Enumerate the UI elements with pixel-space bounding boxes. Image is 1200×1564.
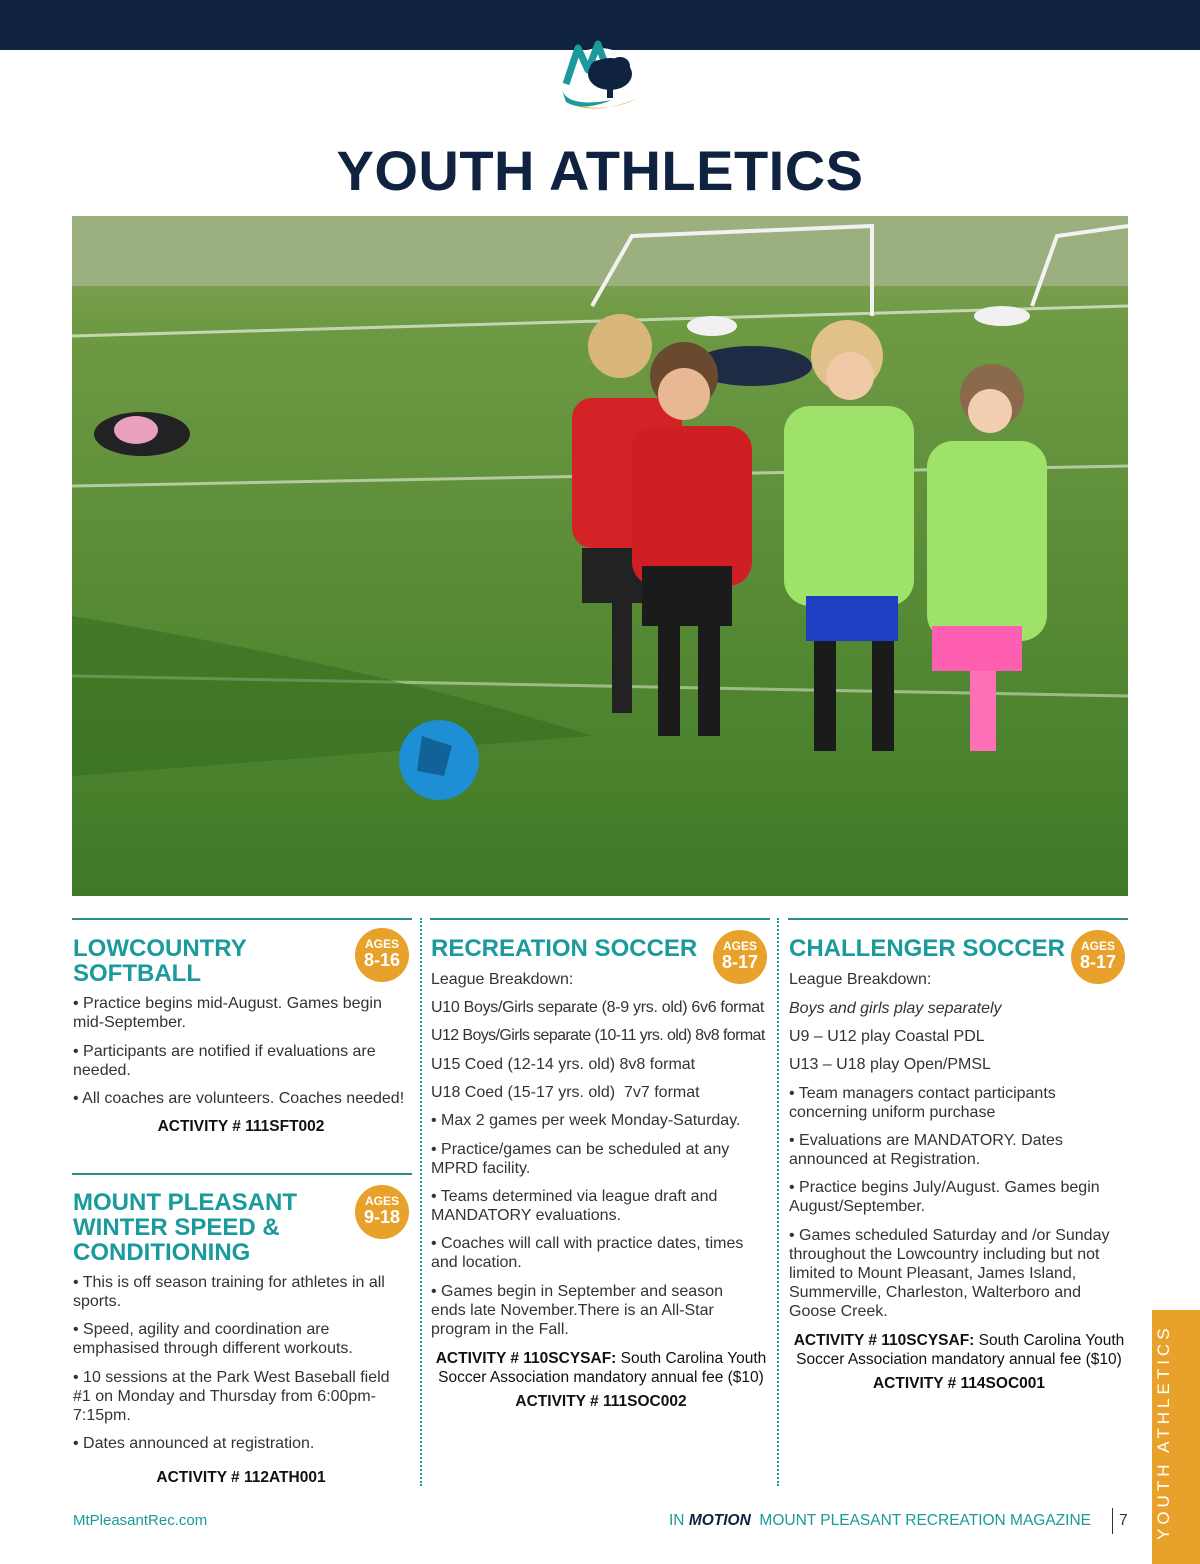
speed-ages-badge: [355, 1185, 409, 1239]
ages-label: AGES: [1080, 939, 1115, 953]
rec-soccer-league-label: League Breakdown:: [431, 971, 574, 988]
rec-soccer-bullet: • Coaches will call with practice dates, times and location.: [431, 1235, 744, 1271]
page-number: 7: [1119, 1512, 1128, 1529]
rec-soccer-format-line: U10 Boys/Girls separate (8-9 yrs. old) 6v6 format: [431, 999, 764, 1016]
rec-soccer-format-line: U18 Coed (15-17 yrs. old) 7v7 format: [431, 1084, 700, 1101]
footer-website-link[interactable]: MtPleasantRec.com: [73, 1512, 208, 1529]
column-divider: [420, 918, 422, 1486]
rec-soccer-rule: [430, 918, 770, 920]
challenger-fee: [789, 1331, 1129, 1369]
speed-bullet: • Speed, agility and coordination are emphasised through different workouts.: [73, 1321, 353, 1357]
ages-value: 8-17: [721, 952, 759, 972]
challenger-heading: CHALLENGER SOCCER: [789, 935, 1066, 962]
rec-soccer-ages-badge: [713, 930, 767, 984]
rec-soccer-format-line: U15 Coed (12-14 yrs. old) 8v8 format: [431, 1056, 696, 1073]
page-title: YOUTH ATHLETICS: [336, 139, 864, 202]
challenger-bullet: • Team managers contact participants concerning uniform purchase: [789, 1085, 1056, 1121]
youth-soccer-photo: [72, 216, 1128, 896]
fee-code: ACTIVITY # 110SCYSAF:: [793, 1332, 975, 1349]
section-side-tab: [1152, 1310, 1200, 1564]
rec-soccer-activity-code: ACTIVITY # 111SOC002: [515, 1393, 687, 1410]
side-tab-label: YOUTH ATHLETICS: [1154, 1324, 1173, 1540]
speed-heading: [73, 1190, 353, 1265]
speed-bullet: • Dates announced at registration.: [73, 1435, 315, 1452]
rec-soccer-bullet: • Practice/games can be scheduled at any MPRD facility.: [431, 1141, 730, 1177]
challenger-activity-code: ACTIVITY # 114SOC001: [872, 1375, 1046, 1392]
footer-mag-name: MOUNT PLEASANT RECREATION MAGAZINE: [750, 1512, 1092, 1529]
footer-motion: MOTION: [688, 1512, 751, 1529]
softball-heading: [73, 936, 343, 986]
softball-heading-line2: SOFTBALL: [73, 960, 201, 987]
softball-activity-code: ACTIVITY # 111SFT002: [157, 1118, 325, 1135]
speed-bullet: • 10 sessions at the Park West Baseball field #1 on Monday and Thursday from 6:00pm-7:15pm.: [73, 1369, 390, 1424]
speed-activity-code: ACTIVITY # 112ATH001: [156, 1469, 326, 1486]
fee-text: South Carolina Youth Soccer Association mandatory annual fee ($10): [796, 1332, 1125, 1368]
footer-in: IN: [669, 1512, 689, 1529]
fee-text: South Carolina Youth Soccer Association mandatory annual fee ($10): [438, 1350, 767, 1386]
challenger-format-line: U9 – U12 play Coastal PDL: [789, 1028, 985, 1045]
ages-label: AGES: [364, 937, 399, 951]
footer-magazine-title: [669, 1512, 1091, 1530]
ages-value: 8-16: [363, 950, 401, 970]
challenger-italic-line: Boys and girls play separately: [789, 1000, 1002, 1017]
challenger-ages-badge: [1071, 930, 1125, 984]
challenger-rule: [788, 918, 1128, 920]
speed-bullet: • This is off season training for athletes in all sports.: [73, 1274, 385, 1310]
softball-bullet: • Participants are notified if evaluations are needed.: [73, 1043, 376, 1079]
challenger-league-label: League Breakdown:: [789, 971, 932, 988]
speed-heading-line2: WINTER SPEED &: [73, 1214, 280, 1241]
speed-heading-line1: MOUNT PLEASANT: [73, 1189, 297, 1216]
footer-divider: [1112, 1508, 1113, 1534]
challenger-bullet: • Games scheduled Saturday and /or Sunday throughout the Lowcountry including but not limited to Mount Pleasant, James Island, Summerville, Charleston, Walterboro and Goose Creek.: [789, 1227, 1110, 1320]
rec-soccer-heading: RECREATION SOCCER: [431, 935, 698, 962]
softball-ages-badge: [355, 928, 409, 982]
speed-rule: [72, 1173, 412, 1175]
ages-value: 9-18: [363, 1207, 401, 1227]
rec-soccer-bullet: • Max 2 games per week Monday-Saturday.: [431, 1112, 741, 1129]
softball-bullet: • All coaches are volunteers. Coaches needed!: [73, 1090, 405, 1107]
challenger-bullet: • Evaluations are MANDATORY. Dates announced at Registration.: [789, 1132, 1063, 1168]
column-divider: [777, 918, 779, 1486]
softball-heading-line1: LOWCOUNTRY: [73, 935, 247, 962]
ages-label: AGES: [364, 1194, 399, 1208]
ages-label: AGES: [722, 939, 757, 953]
rec-soccer-format-line: U12 Boys/Girls separate (10-11 yrs. old) 8v8 format: [431, 1027, 765, 1044]
challenger-format-line: U13 – U18 play Open/PMSL: [789, 1056, 991, 1073]
fee-code: ACTIVITY # 110SCYSAF:: [435, 1350, 617, 1367]
challenger-bullet: • Practice begins July/August. Games begin August/September.: [789, 1179, 1100, 1215]
speed-heading-line3: CONDITIONING: [73, 1239, 251, 1266]
rec-soccer-bullet: • Teams determined via league draft and MANDATORY evaluations.: [431, 1188, 718, 1224]
mount-pleasant-recreation-logo: [552, 28, 648, 120]
softball-bullet: • Practice begins mid-August. Games begin mid-September.: [73, 995, 382, 1031]
rec-soccer-fee: [431, 1349, 771, 1387]
softball-rule: [72, 918, 412, 920]
ages-value: 8-17: [1079, 952, 1117, 972]
rec-soccer-bullet: • Games begin in September and season ends late November.There is an All-Star program in the Fall.: [431, 1283, 723, 1338]
